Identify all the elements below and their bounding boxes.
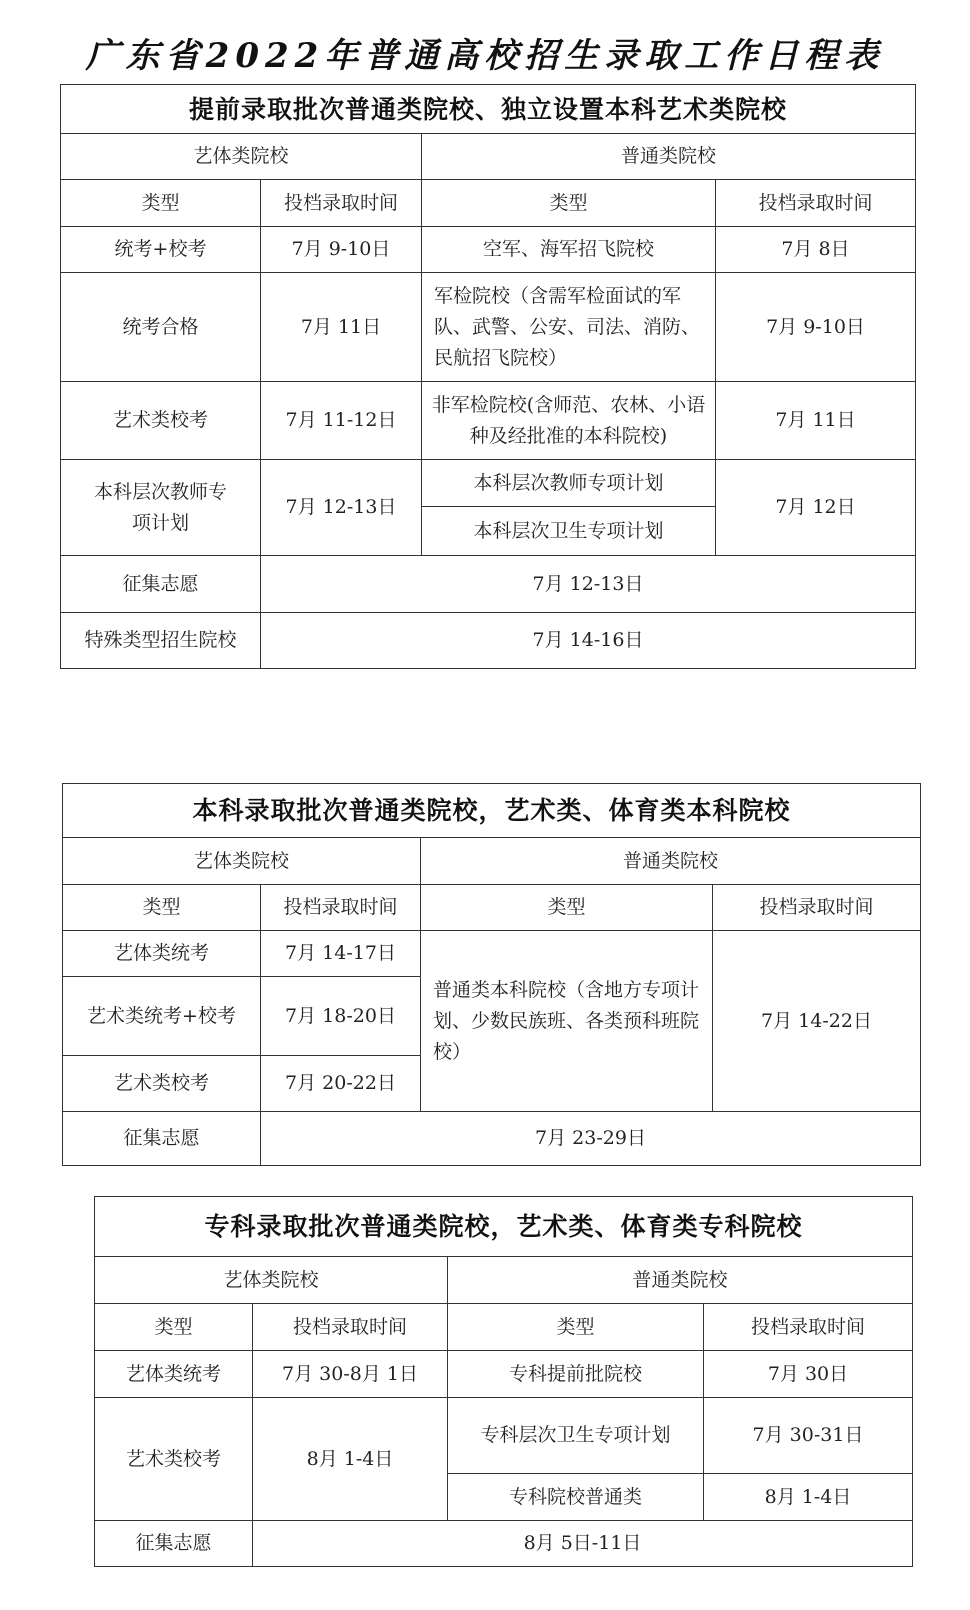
special-time: 7月 14-16日	[261, 613, 916, 669]
art-time-cell: 7月 20-22日	[261, 1056, 421, 1112]
art-time-cell: 7月 12-13日	[261, 460, 422, 556]
art-time-cell: 8月 1-4日	[253, 1398, 448, 1521]
general-time-cell: 7月 8日	[716, 227, 916, 273]
general-type-cell: 本科层次卫生专项计划	[422, 507, 716, 556]
column-header-time: 投档录取时间	[261, 885, 421, 931]
column-header-time: 投档录取时间	[253, 1304, 448, 1351]
general-time-cell: 8月 1-4日	[704, 1474, 913, 1521]
art-group-header: 艺体类院校	[95, 1257, 448, 1304]
general-type-cell: 普通类本科院校（含地方专项计划、少数民族班、各类预科班院校）	[421, 931, 713, 1112]
zhengji-time: 8月 5日-11日	[253, 1521, 913, 1567]
column-header-type: 类型	[63, 885, 261, 931]
art-time-cell: 7月 11日	[261, 273, 422, 382]
zhengji-label: 征集志愿	[63, 1112, 261, 1166]
column-header-time: 投档录取时间	[704, 1304, 913, 1351]
general-time-cell: 7月 11日	[716, 382, 916, 460]
art-type-cell: 艺术类校考	[95, 1398, 253, 1521]
column-header-type: 类型	[422, 180, 716, 227]
art-type-cell: 艺体类统考	[63, 931, 261, 977]
general-type-cell: 专科院校普通类	[448, 1474, 704, 1521]
general-time-cell: 7月 30日	[704, 1351, 913, 1398]
general-type-cell: 非军检院校(含师范、农林、小语种及经批准的本科院校)	[422, 382, 716, 460]
art-group-header: 艺体类院校	[61, 134, 422, 180]
general-type-cell: 空军、海军招飞院校	[422, 227, 716, 273]
art-type-cell: 艺术类校考	[61, 382, 261, 460]
general-time-cell: 7月 14-22日	[713, 931, 921, 1112]
general-type-cell: 军检院校（含需军检面试的军队、武警、公安、司法、消防、民航招飞院校）	[422, 273, 716, 382]
general-time-cell: 7月 30-31日	[704, 1398, 913, 1474]
general-type-cell: 本科层次教师专项计划	[422, 460, 716, 507]
early-batch-table	[60, 84, 916, 669]
art-time-cell: 7月 11-12日	[261, 382, 422, 460]
column-header-time: 投档录取时间	[713, 885, 921, 931]
column-header-type: 类型	[61, 180, 261, 227]
art-type-cell: 艺术类校考	[63, 1056, 261, 1112]
table-heading: 本科录取批次普通类院校，艺术类、体育类本科院校	[63, 784, 921, 838]
zhengji-time: 7月 12-13日	[261, 556, 916, 613]
page-title: 广东省2022年普通高校招生录取工作日程表	[85, 36, 885, 76]
junior-college-batch-table	[94, 1196, 913, 1567]
zhengji-label: 征集志愿	[95, 1521, 253, 1567]
art-time-cell: 7月 18-20日	[261, 977, 421, 1056]
art-time-cell: 7月 30-8月 1日	[253, 1351, 448, 1398]
art-time-cell: 7月 9-10日	[261, 227, 422, 273]
table-heading: 提前录取批次普通类院校、独立设置本科艺术类院校	[61, 85, 916, 134]
general-time-cell: 7月 12日	[716, 460, 916, 556]
column-header-time: 投档录取时间	[261, 180, 422, 227]
special-label: 特殊类型招生院校	[61, 613, 261, 669]
zhengji-label: 征集志愿	[61, 556, 261, 613]
general-group-header: 普通类院校	[448, 1257, 913, 1304]
general-group-header: 普通类院校	[422, 134, 916, 180]
general-group-header: 普通类院校	[421, 838, 921, 885]
art-type-cell: 统考合格	[61, 273, 261, 382]
art-type-cell: 艺体类统考	[95, 1351, 253, 1398]
art-type-cell: 本科层次教师专项计划	[61, 460, 261, 556]
art-time-cell: 7月 14-17日	[261, 931, 421, 977]
column-header-time: 投档录取时间	[716, 180, 916, 227]
art-type-cell: 统考+校考	[61, 227, 261, 273]
general-type-cell: 专科层次卫生专项计划	[448, 1398, 704, 1474]
column-header-type: 类型	[95, 1304, 253, 1351]
zhengji-time: 7月 23-29日	[261, 1112, 921, 1166]
general-type-cell: 专科提前批院校	[448, 1351, 704, 1398]
general-time-cell: 7月 9-10日	[716, 273, 916, 382]
art-type-cell: 艺术类统考+校考	[63, 977, 261, 1056]
table-heading: 专科录取批次普通类院校，艺术类、体育类专科院校	[95, 1197, 913, 1257]
column-header-type: 类型	[421, 885, 713, 931]
column-header-type: 类型	[448, 1304, 704, 1351]
art-group-header: 艺体类院校	[63, 838, 421, 885]
undergraduate-batch-table	[62, 783, 921, 1166]
